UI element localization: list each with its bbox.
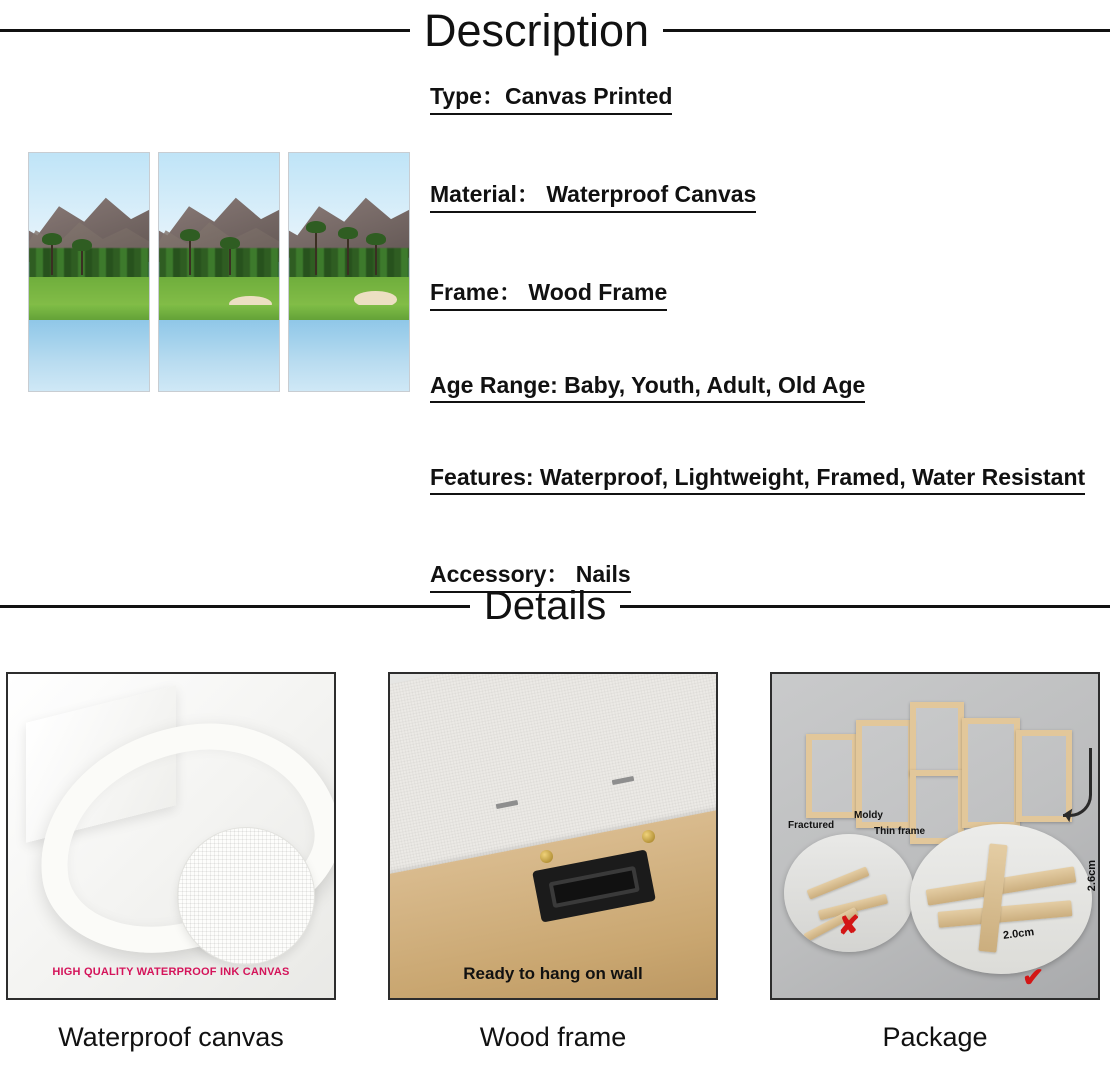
frame-piece bbox=[962, 718, 1020, 828]
spec-type: Type：Canvas Printed bbox=[430, 78, 672, 115]
description-section-header bbox=[0, 5, 1110, 56]
scene-center bbox=[159, 153, 279, 391]
spec-row-material bbox=[430, 176, 1102, 213]
canvas-texture-zoom-circle bbox=[178, 828, 314, 964]
detail-card-caption-wood-frame: Wood frame bbox=[479, 1022, 627, 1052]
spec-row-age-range bbox=[430, 372, 1102, 403]
cross-mark-icon: ✘ bbox=[838, 910, 860, 940]
lake-water bbox=[29, 320, 149, 391]
spec-features: Features: Waterproof, Lightweight, Framed, Water Resistant bbox=[430, 464, 1085, 495]
spec-accessory: Accessory： Nails bbox=[430, 556, 631, 593]
card1-overlay-label: HIGH QUALITY WATERPROOF INK CANVAS bbox=[52, 966, 290, 978]
product-panel-right bbox=[288, 152, 410, 392]
details-rule-left bbox=[0, 605, 470, 608]
product-panel-center bbox=[158, 152, 280, 392]
scene-left bbox=[29, 153, 149, 391]
palm-tree-icon bbox=[315, 229, 317, 275]
detail-card-caption-waterproof-canvas: Waterproof canvas bbox=[58, 1022, 284, 1052]
details-section-header bbox=[0, 586, 1110, 626]
label-moldy: Moldy bbox=[854, 810, 883, 821]
spec-material: Material： Waterproof Canvas bbox=[430, 176, 756, 213]
lake-water bbox=[289, 320, 409, 391]
thin-stick bbox=[806, 866, 869, 899]
palm-tree-icon bbox=[51, 241, 53, 275]
label-thin-frame: Thin frame bbox=[874, 826, 926, 837]
header-rule-left bbox=[0, 29, 410, 32]
spec-age-range: Age Range: Baby, Youth, Adult, Old Age bbox=[430, 372, 865, 403]
scene-right bbox=[289, 153, 409, 391]
spec-row-type bbox=[430, 78, 1102, 115]
check-mark-icon: ✔ bbox=[1022, 962, 1044, 992]
detail-card-image-waterproof-canvas bbox=[6, 672, 336, 1000]
palm-tree-icon bbox=[189, 237, 191, 275]
thick-stick bbox=[938, 900, 1073, 928]
label-fractured: Fractured bbox=[788, 820, 835, 831]
spec-row-features bbox=[430, 464, 1102, 495]
dimension-width: 2.0cm bbox=[1002, 926, 1035, 942]
screw-icon bbox=[642, 830, 655, 843]
detail-card-image-package bbox=[770, 672, 1100, 1000]
frame-piece bbox=[806, 734, 858, 818]
palm-tree-icon bbox=[375, 241, 377, 275]
spec-frame: Frame： Wood Frame bbox=[430, 274, 667, 311]
detail-card-package bbox=[770, 672, 1100, 1053]
palm-tree-icon bbox=[229, 245, 231, 275]
good-frame-example bbox=[910, 824, 1092, 974]
palm-tree-icon bbox=[347, 235, 349, 275]
dimension-height: 2.6cm bbox=[1086, 860, 1098, 892]
details-title: Details bbox=[484, 584, 607, 628]
description-title: Description bbox=[424, 5, 650, 56]
detail-card-image-wood-frame bbox=[388, 672, 718, 1000]
palm-tree-icon bbox=[81, 247, 83, 275]
screw-icon bbox=[540, 850, 553, 863]
card2-overlay-label: Ready to hang on wall bbox=[463, 964, 643, 983]
lake-water bbox=[159, 320, 279, 391]
curved-arrow-icon bbox=[1063, 748, 1092, 817]
details-rule-right bbox=[620, 605, 1110, 608]
frame-piece bbox=[910, 702, 964, 776]
product-image-triptych bbox=[28, 152, 410, 392]
description-spec-list bbox=[430, 78, 1102, 593]
details-card-row bbox=[6, 672, 1104, 1053]
detail-card-wood-frame bbox=[388, 672, 718, 1053]
product-panel-left bbox=[28, 152, 150, 392]
spec-row-frame bbox=[430, 274, 1102, 311]
detail-card-waterproof-canvas bbox=[6, 672, 336, 1053]
detail-card-caption-package: Package bbox=[882, 1022, 988, 1052]
header-rule-right bbox=[663, 29, 1110, 32]
frame-set-illustration bbox=[800, 696, 1080, 836]
